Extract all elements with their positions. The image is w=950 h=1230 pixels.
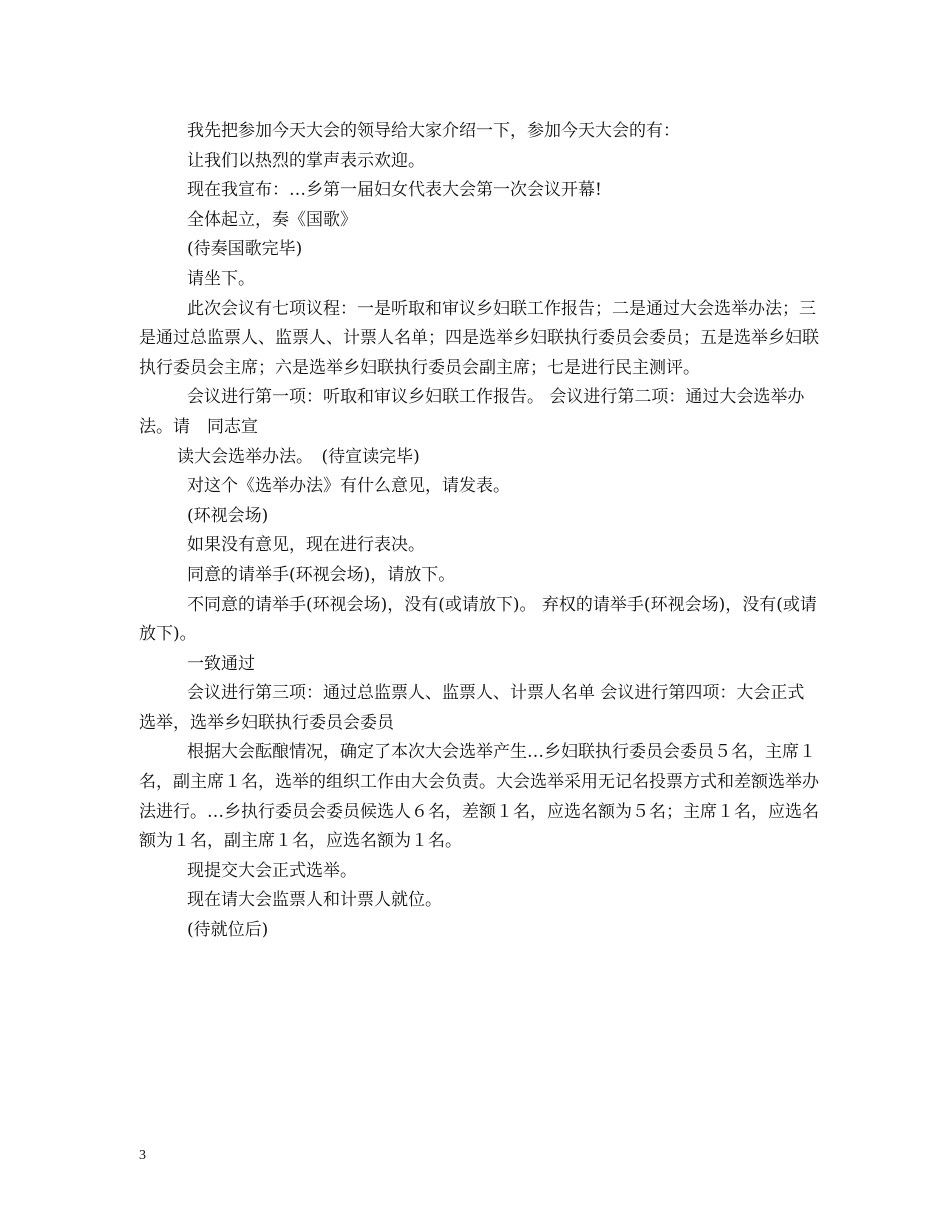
paragraph: 如果没有意见，现在进行表决。 bbox=[187, 535, 425, 556]
paragraph: 现在我宣布：…乡第一届妇女代表大会第一次会议开幕! bbox=[187, 180, 602, 201]
paragraph: 不同意的请举手(环视会场)，没有(或请放下)。 弃权的请举手(环视会场)，没有(或请放下)。 bbox=[139, 594, 817, 645]
paragraph: 现提交大会正式选举。 bbox=[187, 860, 357, 881]
paragraph: 一致通过 bbox=[187, 653, 255, 674]
paragraph: 让我们以热烈的掌声表示欢迎。 bbox=[187, 150, 425, 171]
page-number: 3 bbox=[139, 1148, 146, 1163]
paragraph: 请坐下。 bbox=[187, 268, 255, 289]
paragraph: 现在请大会监票人和计票人就位。 bbox=[187, 890, 442, 911]
paragraph: 我先把参加今天大会的领导给大家介绍一下，参加今天大会的有： bbox=[187, 121, 680, 141]
paragraph: 同意的请举手(环视会场)，请放下。 bbox=[187, 564, 456, 585]
paragraph: 此次会议有七项议程：一是听取和审议乡妇联工作报告；二是通过大会选举办法；三是通过总监票人、监票人、计票人名单；四是选举乡妇联执行委员会委员；五是选举乡妇联执行委员会主席；六是选举乡妇联执行委员会副主席；七是进行民主测评。 bbox=[139, 298, 819, 378]
paragraph: 会议进行第三项：通过总监票人、监票人、计票人名单 会议进行第四项：大会正式选举，选举乡妇联执行委员会委员 bbox=[139, 683, 805, 733]
paragraph: (环视会场) bbox=[187, 505, 269, 526]
document-body bbox=[139, 117, 821, 946]
paragraph: (待就位后) bbox=[187, 920, 269, 941]
paragraph: 根据大会酝酿情况，确定了本次大会选举产生…乡妇联执行委员会委员５名，主席１名，副主席１名，选举的组织工作由大会负责。大会选举采用无记名投票方式和差额选举办法进行。…乡执行委员会委员候选人６名，差额１名，应选名额为５名；主席１名，应选名额为１名，副主席１名，应选名额为１名。 bbox=[139, 742, 819, 852]
paragraph: 读大会选举办法。 (待宣读完毕) bbox=[177, 446, 420, 467]
paragraph: 全体起立，奏《国歌》 bbox=[187, 209, 357, 230]
paragraph: (待奏国歌完毕) bbox=[187, 239, 303, 260]
paragraph: 对这个《选举办法》有什么意见，请发表。 bbox=[187, 476, 510, 497]
paragraph: 会议进行第一项：听取和审议乡妇联工作报告。 会议进行第二项：通过大会选举办法。请 同志宣 bbox=[139, 387, 805, 437]
